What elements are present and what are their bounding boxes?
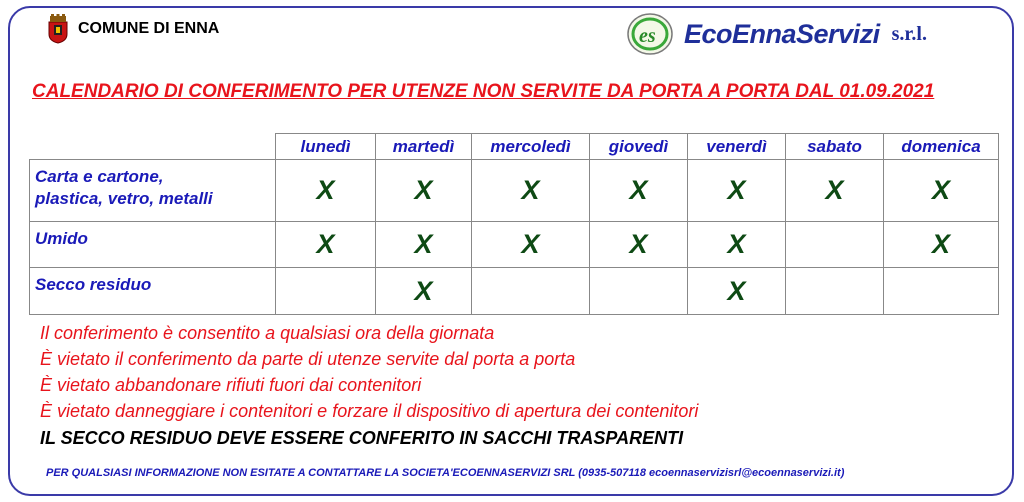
- mark-cell: X: [472, 222, 590, 268]
- coat-of-arms-icon: [46, 14, 70, 44]
- category-label: Carta e cartone,: [35, 167, 164, 186]
- day-header: lunedì: [276, 134, 376, 160]
- company-logo: [626, 12, 927, 56]
- day-header: mercoledì: [472, 134, 590, 160]
- mark-cell: X: [376, 268, 472, 315]
- mark-cell: X: [472, 160, 590, 222]
- contact-footer: PER QUALSIASI INFORMAZIONE NON ESITATE A CONTATTARE LA SOCIETA'ECOENNASERVIZI SRL (0935-507118 ecoennaservizisrl@ecoennaservizi.it): [46, 467, 845, 479]
- rule-line: È vietato abbandonare rifiuti fuori dai contenitori: [40, 375, 422, 395]
- mark-cell: [590, 268, 688, 315]
- category-cell: [30, 160, 276, 222]
- table-corner: [30, 134, 276, 160]
- rule-line: È vietato danneggiare i contenitori e forzare il dispositivo di apertura dei contenitori: [40, 401, 699, 421]
- day-header: venerdì: [688, 134, 786, 160]
- mark-cell: X: [688, 160, 786, 222]
- day-header: giovedì: [590, 134, 688, 160]
- table-row: [30, 160, 999, 222]
- rule-line: È vietato il conferimento da parte di utenze servite dal porta a porta: [40, 349, 576, 369]
- mark-cell: [472, 268, 590, 315]
- mark-cell: X: [376, 222, 472, 268]
- category-label: plastica, vetro, metalli: [35, 189, 213, 208]
- logo-letters: es: [639, 25, 656, 47]
- mark-cell: [884, 268, 999, 315]
- rules-list: [40, 320, 698, 452]
- category-cell: [30, 268, 276, 315]
- mark-cell: X: [688, 268, 786, 315]
- mark-cell: X: [590, 160, 688, 222]
- mark-cell: X: [376, 160, 472, 222]
- comune-header: [46, 14, 219, 44]
- rule-line: Il conferimento è consentito a qualsiasi ora della giornata: [40, 323, 495, 343]
- day-header: martedì: [376, 134, 472, 160]
- mark-cell: X: [276, 160, 376, 222]
- table-row: [30, 222, 999, 268]
- category-label: Secco residuo: [35, 275, 152, 294]
- collection-calendar-table: [29, 133, 999, 315]
- day-header: domenica: [884, 134, 999, 160]
- day-header: sabato: [786, 134, 884, 160]
- comune-label: COMUNE DI ENNA: [78, 20, 220, 37]
- mark-cell: X: [884, 222, 999, 268]
- category-label: Umido: [35, 229, 88, 248]
- table-header-row: [30, 134, 999, 160]
- mark-cell: [786, 222, 884, 268]
- ecoenna-logo-icon: [626, 12, 674, 56]
- mark-cell: X: [590, 222, 688, 268]
- mark-cell: [276, 268, 376, 315]
- mark-cell: X: [786, 160, 884, 222]
- category-cell: [30, 222, 276, 268]
- page-title: CALENDARIO DI CONFERIMENTO PER UTENZE NON SERVITE DA PORTA A PORTA DAL 01.09.2021: [32, 81, 935, 102]
- bold-notice: IL SECCO RESIDUO DEVE ESSERE CONFERITO IN SACCHI TRASPARENTI: [40, 428, 684, 448]
- mark-cell: X: [276, 222, 376, 268]
- table-row: [30, 268, 999, 315]
- company-suffix: s.r.l.: [891, 22, 927, 45]
- company-brand: EcoEnnaServizi: [684, 18, 880, 49]
- mark-cell: X: [688, 222, 786, 268]
- mark-cell: [786, 268, 884, 315]
- mark-cell: X: [884, 160, 999, 222]
